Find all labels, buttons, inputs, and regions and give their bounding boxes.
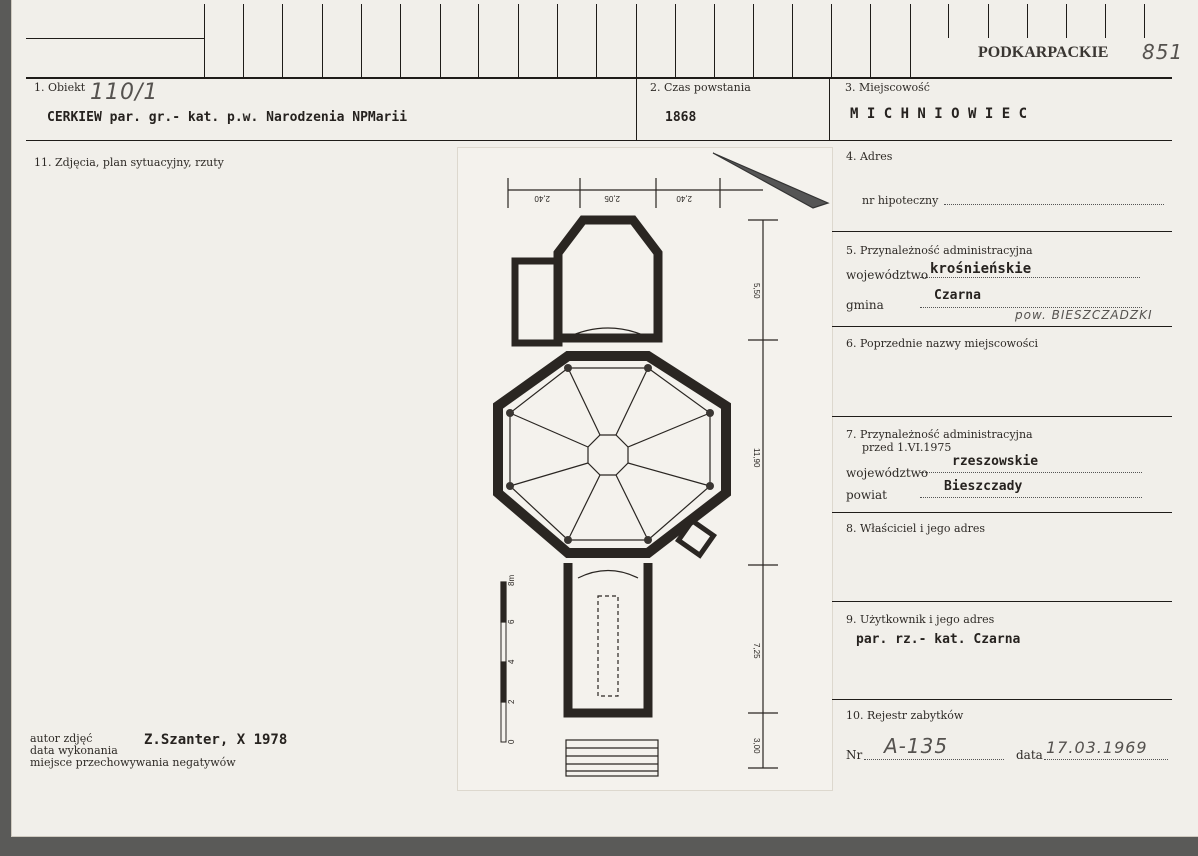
powiat-label: powiat (846, 488, 887, 502)
header-grid-divider (518, 4, 519, 77)
miejscowosc-label: 3. Miejscowość (845, 81, 930, 94)
header-grid-divider (204, 4, 205, 77)
data-wykonania-label: data wykonania (30, 744, 118, 757)
wojewodztwo-value: krośnieńskie (930, 261, 1032, 277)
wlasciciel-label: 8. Właściciel i jego adres (846, 522, 986, 535)
header-grid-divider (361, 4, 362, 77)
wojewodztwo-label: województwo (846, 268, 929, 282)
przed1975-label2: przed 1.VI.1975 (862, 441, 952, 454)
rejestr-nr-value: A-135 (884, 734, 949, 758)
header-grid-divider (243, 4, 244, 77)
czas-label: 2. Czas powstania (650, 81, 751, 94)
header-grid-divider (675, 4, 676, 77)
autor-label: autor zdjęć (30, 732, 93, 745)
header-grid-divider (714, 4, 715, 77)
miejscowosc-value: M I C H N I O W I E C (850, 106, 1028, 122)
gmina-value: Czarna (934, 288, 981, 303)
scale-tick-2: 2 (507, 699, 516, 704)
header-grid-divider (596, 4, 597, 77)
adres-label: 4. Adres (846, 150, 893, 163)
obiekt-number-handwritten: 110/1 (90, 80, 159, 105)
floor-plan-drawing (458, 148, 832, 790)
gmina-label: gmina (846, 298, 884, 312)
uzytkownik-label: 9. Użytkownik i jego adres (846, 613, 995, 626)
header-grid-divider (478, 4, 479, 77)
header-grid-divider (1144, 4, 1145, 38)
header-grid-divider (400, 4, 401, 77)
region-name: PODKARPACKIE (978, 44, 1109, 61)
uzytkownik-value: par. rz.- kat. Czarna (856, 632, 1021, 647)
header-grid-divider (753, 4, 754, 77)
region-number-handwritten: 851 (1142, 40, 1184, 64)
hipoteczny-label: nr hipoteczny (862, 194, 939, 207)
wojewodztwo-przed-label: województwo (846, 466, 929, 480)
header-grid-divider (440, 4, 441, 77)
poprzednie-label: 6. Poprzednie nazwy miejscowości (846, 337, 1039, 350)
header-grid-divider (870, 4, 871, 77)
scale-tick-4: 4 (507, 659, 516, 664)
dim-top-3: 2,40 (676, 194, 692, 203)
dim-top-2: 2,05 (604, 194, 620, 203)
header-grid-divider (792, 4, 793, 77)
rejestr-data-label: data (1016, 748, 1043, 762)
dim-right-1: 5,50 (752, 283, 761, 299)
rejestr-label: 10. Rejestr zabytków (846, 709, 964, 722)
scale-tick-6: 6 (507, 619, 516, 624)
dim-right-4: 3,00 (752, 738, 761, 754)
header-grid-divider (948, 4, 949, 38)
rejestr-data-value: 17.03.1969 (1046, 738, 1148, 757)
miejsce-przechowywania-label: miejsce przechowywania negatywów (30, 756, 236, 769)
header-grid-divider (282, 4, 283, 77)
scale-tick-8: 8m (507, 574, 516, 586)
header-grid-divider (831, 4, 832, 77)
czas-value: 1868 (665, 110, 697, 125)
dim-right-2: 11,90 (752, 448, 761, 468)
zdjecia-label: 11. Zdjęcia, plan sytuacyjny, rzuty (34, 156, 224, 169)
header-grid-divider (1027, 4, 1028, 38)
obiekt-label: 1. Obiekt (34, 81, 86, 94)
dim-right-3: 7,25 (752, 643, 761, 659)
header-grid-divider (910, 4, 911, 77)
rejestr-nr-label: Nr (846, 748, 863, 762)
header-grid-divider (988, 4, 989, 38)
header-grid-divider (1105, 4, 1106, 38)
header-grid-divider (1066, 4, 1067, 38)
powiat-handwritten: pow. BIESZCZADZKI (1015, 308, 1153, 322)
wojewodztwo-przed-value: rzeszowskie (952, 454, 1039, 469)
header-grid-divider (322, 4, 323, 77)
obiekt-value: CERKIEW par. gr.- kat. p.w. Narodzenia NPMarii (47, 110, 408, 125)
powiat-value: Bieszczady (944, 479, 1023, 494)
header-grid-divider (636, 4, 637, 77)
scale-tick-0: 0 (507, 739, 516, 744)
dim-top-1: 2,40 (534, 194, 550, 203)
przynaleznosc-label: 5. Przynależność administracyjna (846, 244, 1033, 257)
header-grid-divider (557, 4, 558, 77)
floor-plan-photo (458, 148, 832, 790)
przed1975-label: 7. Przynależność administracyjna (846, 428, 1033, 441)
autor-value: Z.Szanter, X 1978 (144, 732, 288, 748)
